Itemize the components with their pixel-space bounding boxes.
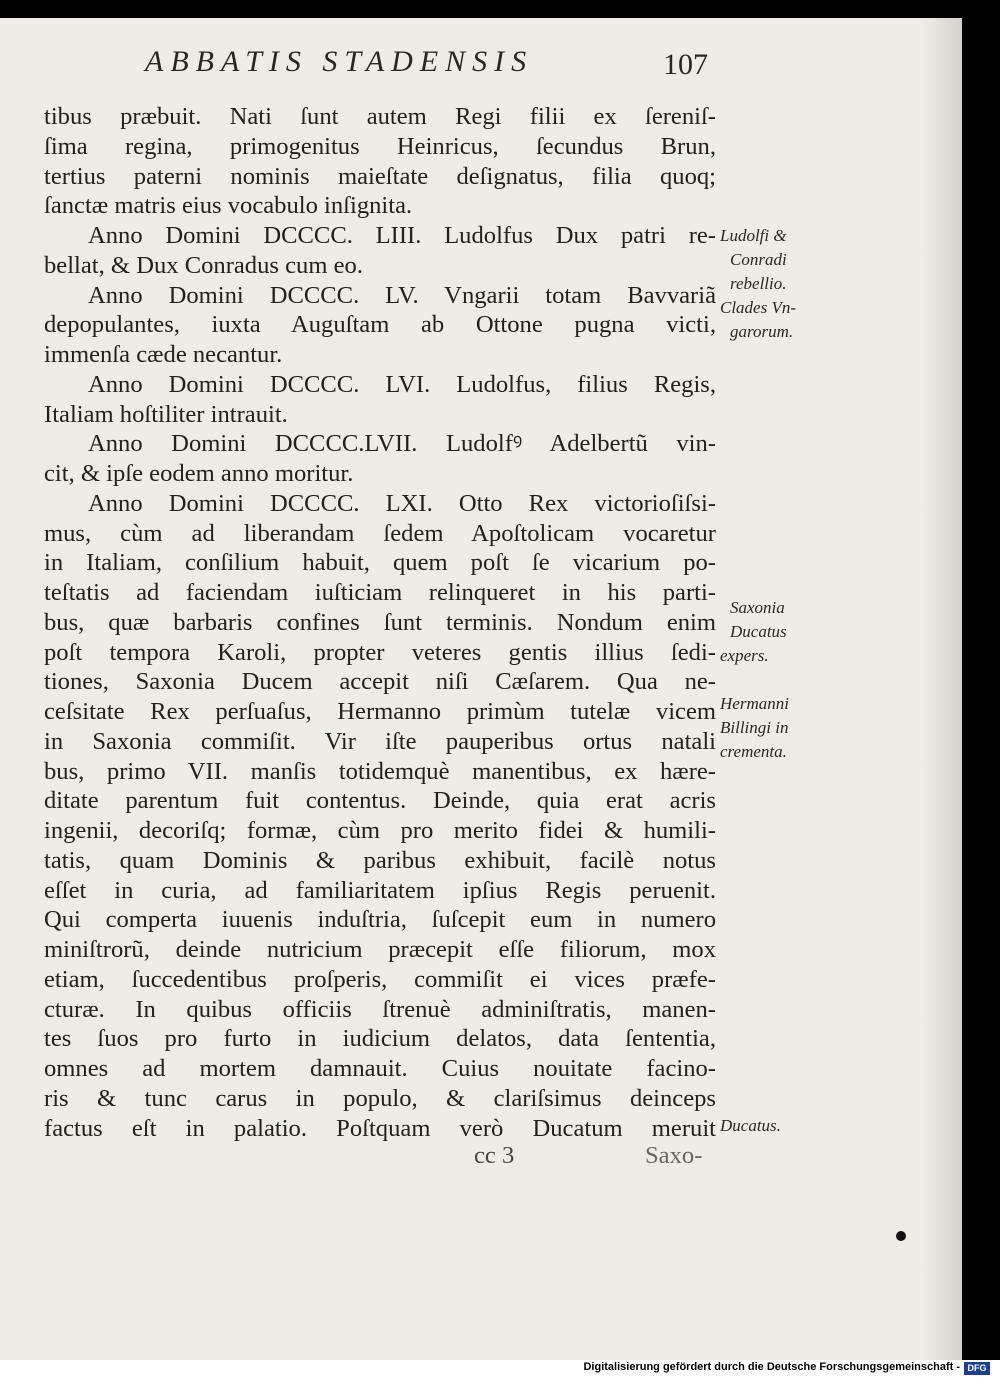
text-line: ſanctæ matris eius vocabulo inſignita. [44,192,413,220]
sidenote-clades-vngarorum [720,296,796,344]
text-line: ditate parentum fuit contentus. Deinde, quia erat acris [44,787,716,815]
text-line: Anno Domini DCCCC. LV. Vngarii totam Bavvariã [88,281,716,309]
sidenote-line: Ducatus. [720,1116,781,1135]
signature-mark: cc 3 [474,1142,515,1169]
text-line: immenſa cæde necantur. [44,341,283,368]
page-number: 107 [663,48,708,81]
text-line: Anno Domini DCCCC. LVI. Ludolfus, filius Regis, [88,370,716,398]
text-line: bus, quæ barbaris confines ſunt terminis. Nondum enim [44,608,716,636]
text-line: cturæ. In quibus officiis ſtrenuè adminiſtratis, manen- [44,995,716,1023]
body-text [44,102,716,1143]
sidenote-line: Billingi in [720,718,789,737]
text-line: tiones, Saxonia Ducem accepit niſi Cæſarem. Qua ne- [44,668,716,696]
book-page [0,18,962,1360]
text-line: mus, cùm ad liberandam ſedem Apoſtolicam vocaretur [44,519,716,547]
footer-credit: Digitalisierung gefördert durch die Deutsche Forschungsgemeinschaft - [583,1361,960,1373]
text-line: in Saxonia commiſit. Vir iſte pauperibus ortus natali [44,727,716,755]
sidenote-hermanni-billingi-incrementa [720,692,789,764]
text-line: cit, & ipſe eodem anno moritur. [44,460,354,487]
sidenote-line: Conradi [730,250,787,269]
ink-dot [896,1231,906,1241]
text-line: in Italiam, conſilium habuit, quem poſt ſe vicarium po- [44,549,716,577]
sidenote-line: rebellio. [730,274,787,293]
text-line: depopulantes, iuxta Auguſtam ab Ottone pugna victi, [44,311,716,339]
text-line: miniſtrorũ, deinde nutricium præcepit eſſe filiorum, mox [44,936,716,963]
text-line: eſſet in curia, ad familiaritatem ipſius Regis peruenit. [44,876,716,904]
text-line: poſt tempora Karoli, propter veteres gentis illius ſedi- [44,638,716,666]
text-line: tibus præbuit. Nati ſunt autem Regi filii ex ſereniſ- [44,103,716,130]
sidenote-saxonia-ducatus-expers [720,596,787,668]
catchword: Saxo- [645,1142,703,1169]
text-line: bellat, & Dux Conradus cum eo. [44,251,363,279]
text-line: Italiam hoſtiliter intrauit. [44,400,288,428]
text-line: Qui comperta iuuenis induſtria, ſuſcepit eum in numero [44,906,716,934]
text-line: tertius paterni nominis maieſtate deſignatus, filia quoq; [44,162,716,190]
sidenote-line: Clades Vn- [720,298,797,317]
text-line: omnes ad mortem damnauit. Cuius nouitate facino- [44,1055,716,1082]
page-fold-shadow [922,18,962,1360]
text-line: ceſsitate Rex perſuaſus, Hermanno primùm tutelæ vicem [44,698,716,725]
catchline [0,1142,760,1176]
sidenote-line: expers. [720,646,769,665]
sidenote-line: Hermanni [720,694,789,713]
sidenote-line: Ducatus [730,622,787,641]
text-line: tatis, quam Dominis & paribus exhibuit, facilè notus [44,846,716,874]
text-line: bus, primo VII. manſis totidemquè manentibus, ex hære- [44,757,716,785]
text-line: factus eſt in palatio. Poſtquam verò Ducatum meruit [44,1114,716,1142]
text-line: ris & tunc carus in populo, & clariſsimus deinceps [44,1084,716,1112]
sidenote-line: Saxonia [730,598,785,617]
dfg-logo: DFG [964,1362,990,1375]
running-title: ABBATIS STADENSIS [145,45,534,78]
sidenote-ducatus [720,1114,781,1138]
text-line: teſtatis ad faciendam iuſticiam relinqueret in his parti- [44,579,716,606]
text-line: Anno Domini DCCCC. LIII. Ludolfus Dux patri re- [88,222,716,249]
sidenote-line: Ludolfi & [720,226,787,245]
text-line: Anno Domini DCCCC.LVII. Ludolfꝰ Adelbertũ vin- [88,430,716,458]
text-line: ingenii, decoriſq; formæ, cùm pro merito fidei & humili- [44,817,716,844]
text-line: tes ſuos pro furto in iudicium delatos, data ſententia, [44,1025,716,1053]
digitization-footer [0,1360,1000,1378]
sidenote-line: crementa. [720,742,787,761]
sidenote-ludolfi-conradi-rebellio [720,224,787,296]
text-line: etiam, ſuccedentibus proſperis, commiſit ei vices præfe- [44,965,716,993]
text-line: ſima regina, primogenitus Heinricus, ſecundus Brun, [44,132,716,160]
text-line: Anno Domini DCCCC. LXI. Otto Rex victorioſiſsi- [88,489,716,517]
sidenote-line: garorum. [730,322,794,341]
